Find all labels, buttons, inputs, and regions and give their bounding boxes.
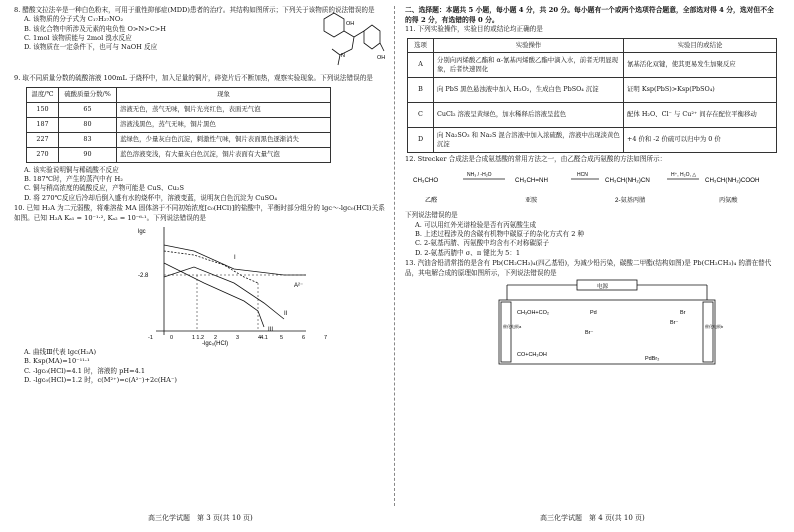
electrode-a: [501, 302, 511, 362]
table-row: [27, 117, 331, 132]
q11-table-header: [408, 38, 777, 52]
q11-cell: 向 PbS 黑色悬浊液中加入 H₂O₂，生成白色 PbSO₄ 沉淀: [434, 77, 624, 102]
q9-cell: 80: [59, 117, 117, 132]
q9-header-conc: 硫酸质量分数/%: [59, 87, 117, 102]
electrode-b-label: 催化电极b: [705, 323, 724, 329]
q11-cell: A: [408, 52, 434, 77]
q9-cell: 65: [59, 102, 117, 117]
q11-cell: D: [408, 127, 434, 152]
left-page: [14, 6, 389, 386]
name-imine: 亚胺: [525, 197, 538, 204]
q9-header-temp: 温度/℃: [27, 87, 59, 102]
q9-option-a: A. 该实验说明铜与稀硫酸不反应: [24, 165, 119, 174]
q8-n-label: N: [341, 53, 345, 60]
x-tick-label: -1: [148, 334, 153, 341]
species-4: Br⁻: [585, 329, 594, 336]
species-5: Br⁻: [670, 319, 679, 326]
electrode-b: [703, 302, 713, 362]
x-tick-label: 4: [258, 334, 262, 341]
q9-cell: 溶液浅黑色，蒸气无味，铜片黑色: [117, 117, 331, 132]
q11-header-option: 选项: [408, 38, 434, 52]
curve-label-a2: A²⁻: [294, 282, 304, 289]
q9-cell: 270: [27, 147, 59, 162]
x-tick-label: 5: [280, 334, 284, 341]
q12-reaction-scheme: [405, 164, 775, 208]
q11-cell: C: [408, 102, 434, 127]
power-label: 电源: [597, 283, 609, 290]
name-alanine: 丙氨酸: [719, 197, 738, 204]
q9-option-d: D. 将 270℃反应后冷却后倒入盛有水的烧杯中，溶液变蓝，说明灰白色沉淀为 CuSO₄: [24, 193, 278, 202]
q8-option-c: C. 1mol 该物质能与 2mol 溴水反应: [24, 34, 132, 43]
q9-option-c: C. 铜与稍高浓度的硫酸反应，产物可能是 CuS、Cu₂S: [24, 184, 185, 193]
q10-x-ticks: [148, 335, 327, 341]
q8-option-d: D. 该物质在一定条件下，也可与 NaOH 反应: [24, 43, 158, 52]
q10-option-b: B. Ksp(MA)=10⁻¹¹·¹: [24, 357, 90, 366]
q9-cell: 90: [59, 147, 117, 162]
q10-ytick: -2.8: [138, 272, 149, 279]
q11-cell: CuCl₂ 溶液呈黄绿色，加水稀释后溶液呈蓝色: [434, 102, 624, 127]
q11-cell: 分别向丙烯酸乙酯和 α-氰基丙烯酸乙酯中滴入水，前者无明显现象，后者快速固化: [434, 52, 624, 77]
scheme-step1: NH₃ / -H₂O: [467, 172, 492, 178]
curve-iii: [164, 263, 264, 327]
scheme-aminonitrile: CH₃CH(NH₂)CN: [605, 177, 650, 184]
scheme-step3: H⁺, H₂O, △: [671, 172, 697, 178]
question-8: [14, 6, 389, 73]
q11-table: [407, 38, 777, 153]
q9-cell: 蓝绿色，少量灰白色沉淀，刺激性气味，铜片表面黑色逐渐消失: [117, 132, 331, 147]
question-11: [405, 25, 780, 152]
question-12: [405, 155, 780, 259]
section-header: 二、选择题：本题共 5 小题，每小题 4 分，共 20 分。每小题有一个或两个选项符合题意，全部选对得 4 分，选对但不全的得 2 分，有选错的得 0 分。: [405, 6, 774, 24]
scheme-step2: HCN: [577, 172, 588, 178]
x-tick-label: 7: [324, 334, 328, 341]
q11-header-conclusion: 实验目的或结论: [624, 38, 777, 52]
x-tick-label: 1.2: [196, 334, 205, 341]
q8-option-a: A. 该物质的分子式为 C₁₇H₂₇NO₂: [24, 15, 123, 24]
q10-stem: 10. 已知 H₂A 为二元弱酸，将难溶盐 MA 固体溶于不同初始浓度[c₀(HCl)]的盐酸中，平衡时部分组分的 lgc～-lgc₀(HCl)关系如图。已知 H₂A Kₐ₁ = 10⁻¹·², Kₐ₂ = 10⁻⁶·¹。下列说法错误的是: [14, 204, 385, 222]
q9-cell: 蓝色溶液变浅，有大量灰白色沉淀，铜片表面有大量气泡: [117, 147, 331, 162]
q11-cell: 证明 Ksp(PbS)>Ksp(PbSO₄): [624, 77, 777, 102]
q12-option-c: C. 2-氨基丙腈、丙氨酸中均含有不对称碳原子: [415, 239, 550, 248]
table-row: [408, 102, 777, 127]
q9-table-header: [27, 87, 331, 102]
q10-option-d: D. -lgc₀(HCl)=1.2 时，c(M²⁺)=c(A²⁻)+2c(HA⁻): [24, 375, 177, 384]
page-footer-left: 高三化学试题 第 3 页(共 10 页): [148, 514, 253, 522]
question-10: [14, 204, 389, 385]
q9-cell: 150: [27, 102, 59, 117]
q12-option-a: A. 可以用红外光谱检验是否有丙氨酸生成: [415, 220, 537, 229]
q9-header-phenomenon: 现象: [117, 87, 331, 102]
curve-label-iii: III: [268, 326, 274, 333]
species-1: CH₃OH+CO₂: [517, 309, 550, 316]
q13-electrolysis-diagram: [495, 278, 725, 366]
q13-stem: 13. 汽油含铅清常指的是含有 Pb(CH₂CH₃)₄(四乙基铅)，为减少铅污染，碳酸二甲酯(结构如图)是 Pb(CH₂CH₃)₄ 的潜在替代品，其电解合成的原理如图所示，下列说法错误的是: [405, 259, 772, 277]
x-tick-label: 1: [192, 334, 196, 341]
q11-cell: B: [408, 77, 434, 102]
page-footer-right: 高三化学试题 第 4 页(共 10 页): [540, 514, 645, 522]
x-tick-label: 0: [170, 334, 174, 341]
x-tick-label: 4.1: [260, 334, 268, 341]
table-row: [408, 52, 777, 77]
x-tick-label: 6: [302, 334, 306, 341]
species-7: Br: [680, 309, 686, 316]
q11-cell: 向 Na₂SO₃ 和 Na₂S 混合溶液中加入浓硫酸，溶液中出现淡黄色沉淀: [434, 127, 624, 152]
q9-cell: 187: [27, 117, 59, 132]
page-divider: [394, 6, 395, 506]
x-tick-label: 3: [236, 334, 240, 341]
question-9: [14, 74, 389, 203]
right-page: [405, 6, 780, 367]
table-row: [27, 102, 331, 117]
curve-label-ii: II: [284, 310, 288, 317]
q11-cell: +4 价和 -2 价硫可以归中为 0 价: [624, 127, 777, 152]
q9-table: [26, 87, 331, 163]
curve-i: [164, 251, 258, 283]
table-row: [27, 147, 331, 162]
table-row: [408, 127, 777, 152]
q12-option-d: D. 2-氨基丙腈中 σ、π 键比为 5：1: [415, 248, 521, 257]
scheme-acetaldehyde: CH₃CHO: [413, 177, 439, 184]
q8-ho-label: OH: [377, 55, 386, 62]
species-3: Pd: [590, 309, 597, 316]
q9-stem: 9. 取不同质量分数的硫酸溶液 100mL 于烧杯中，加入足量的铜片，碎瓷片后不断加热，观察实验现象。下列说法错误的是: [14, 74, 373, 83]
q8-structure-diagram: [314, 7, 389, 73]
q9-cell: 溶液无色，蒸气无味，铜片光亮红色，表面无气泡: [117, 102, 331, 117]
q10-ylabel: lgc: [138, 228, 146, 235]
q11-header-operation: 实验操作: [434, 38, 624, 52]
q12-prompt: 下列说法错误的是: [405, 211, 458, 220]
q10-option-a: A. 曲线Ⅲ代表 lgc(H₂A): [24, 347, 97, 356]
q11-stem: 11. 下列实验操作，实验目的或结论均正确的是: [405, 25, 543, 34]
q11-cell: 配体 H₂O、Cl⁻ 与 Cu²⁺ 间存在配位平衡移动: [624, 102, 777, 127]
question-13: [405, 259, 780, 366]
scheme-imine: CH₃CH=NH: [515, 177, 548, 184]
q9-option-b: B. 187℃时，产生的蒸汽中有 H₂: [24, 175, 123, 184]
table-row: [408, 77, 777, 102]
x-tick-label: 2: [214, 334, 218, 341]
q12-option-b: B. 上述过程涉及的含碳有机物中碳原子的杂化方式有 2 种: [415, 230, 585, 239]
q10-option-c: C. -lgc₀(HCl)=4.1 时，溶液的 pH=4.1: [24, 366, 146, 375]
table-row: [27, 132, 331, 147]
q10-chart: [134, 223, 328, 348]
name-aminonitrile: 2-氨基丙腈: [615, 197, 646, 204]
curve-label-i: I: [234, 254, 236, 261]
q10-xlabel: -lgc₀(HCl): [202, 340, 229, 347]
q9-cell: 227: [27, 132, 59, 147]
scheme-alanine: CH₃CH(NH₂)COOH: [705, 177, 760, 184]
name-acetaldehyde: 乙醛: [425, 197, 438, 204]
q8-option-b: B. 该化合物中所涉及元素的电负性 O>N>C>H: [24, 24, 166, 33]
species-6: PdBr₂: [645, 355, 660, 362]
q8-oh-label: OH: [346, 21, 355, 28]
q11-cell: 氰基活化双键，使其更易发生加聚反应: [624, 52, 777, 77]
q9-cell: 83: [59, 132, 117, 147]
q12-stem: 12. Strecker 合成法是合成氨基酸的常用方法之一，由乙醛合成丙氨酸的方法如图所示：: [405, 154, 667, 163]
q8-stem: 8. 醋酸文拉法辛是一种白色粉末，可用于重性抑郁症(MDD)患者的治疗。其结构如图所示；下列关于该物质的说法错误的是: [14, 6, 375, 14]
electrode-a-label: 催化电极a: [503, 323, 522, 329]
species-2: CO+CH₃OH: [517, 351, 547, 358]
